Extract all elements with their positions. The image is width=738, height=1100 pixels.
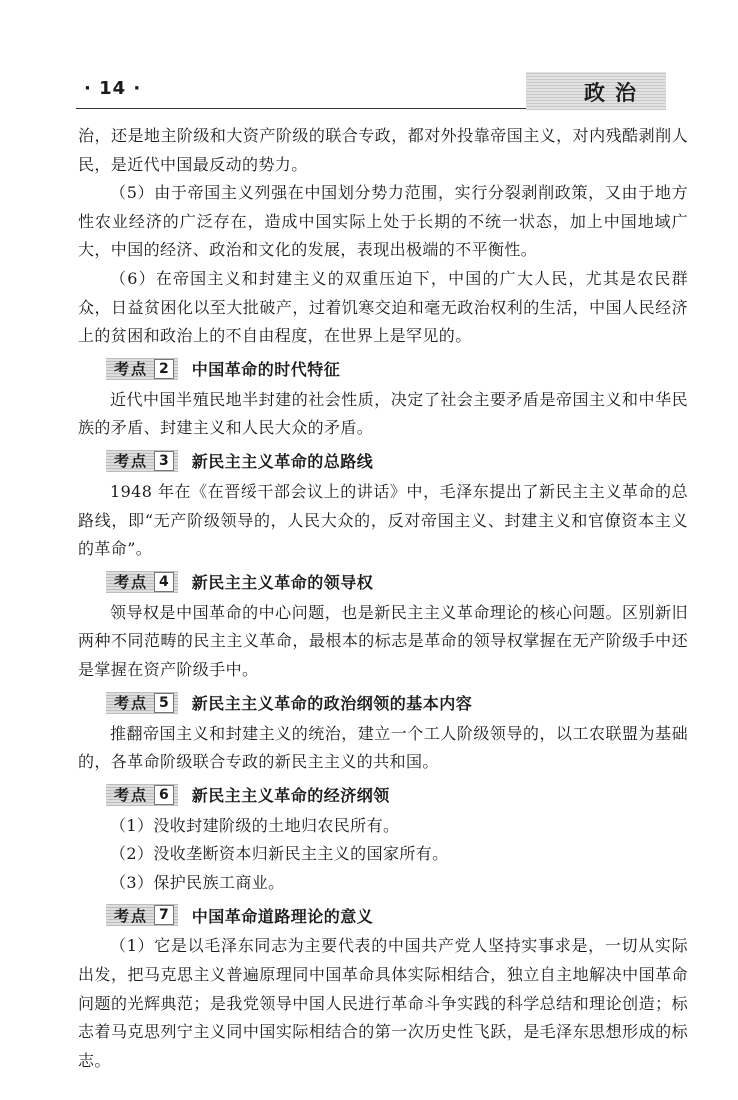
kaodian-number: 4 — [154, 572, 174, 592]
paragraph: 1948 年在《在晋绥干部会议上的讲话》中，毛泽东提出了新民主主义革命的总路线，即“无产阶级领导的，人民大众的，反对帝国主义、封建主义和官僚资本主义的革命”。 — [78, 481, 688, 559]
kaodian-badge — [106, 358, 178, 380]
section-title: 中国革命的时代特征 — [191, 360, 341, 380]
paragraph: （6）在帝国主义和封建主义的双重压迫下，中国的广大人民，尤其是农民群众，日益贫困化以至大批破产，过着饥寒交迫和毫无政治权利的生活，中国人民经济上的贫困和政治上的不自由程度，在世界上是罕见的。 — [78, 268, 688, 346]
kaodian-badge — [106, 692, 178, 714]
subject-title: 政治 — [584, 81, 646, 105]
kaodian-badge — [106, 784, 178, 806]
section-heading — [78, 354, 688, 384]
section-title: 新民主主义革命的政治纲领的基本内容 — [191, 694, 473, 713]
kaodian-label: 考点 — [114, 452, 149, 471]
kaodian-label: 考点 — [114, 906, 149, 925]
page-header — [76, 72, 666, 112]
kaodian-number: 5 — [154, 693, 174, 713]
section-title: 中国革命道路理论的意义 — [191, 906, 374, 926]
section-title: 新民主主义革命的领导权 — [191, 573, 374, 593]
kaodian-number: 3 — [154, 451, 174, 471]
section-title: 新民主主义革命的总路线 — [191, 452, 374, 472]
kaodian-badge — [106, 571, 178, 593]
section-heading — [78, 446, 688, 476]
kaodian-label: 考点 — [114, 694, 149, 712]
kaodian-label: 考点 — [114, 360, 149, 379]
kaodian-number: 2 — [154, 359, 174, 379]
list-item: （2）没收垄断资本归新民主主义的国家所有。 — [110, 844, 449, 864]
header-tab — [526, 72, 666, 110]
section-heading — [78, 780, 688, 810]
paragraph: 推翻帝国主义和封建主义的统治，建立一个工人阶级领导的，以工农联盟为基础的，各革命阶级联合专政的新民主主义的共和国。 — [78, 723, 688, 772]
list-item: （1）没收封建阶级的土地归农民所有。 — [110, 815, 400, 835]
kaodian-badge — [106, 904, 178, 926]
section-heading — [78, 688, 688, 718]
page-number: · 14 · — [84, 78, 142, 99]
list-item: （3）保护民族工商业。 — [110, 872, 285, 892]
section-heading — [78, 900, 688, 930]
kaodian-number: 6 — [154, 785, 174, 805]
paragraph: （5）由于帝国主义列强在中国划分势力范围，实行分裂剥削政策，又由于地方性农业经济的广泛存在，造成中国实际上处于长期的不统一状态，加上中国地域广大，中国的经济、政治和文化的发展，表现出极端的不平衡性。 — [78, 183, 688, 260]
continued-paragraph: 治，还是地主阶级和大资产阶级的联合专政，都对外投靠帝国主义，对内残酷剥削人民，是近代中国最反动的势力。 — [78, 126, 688, 174]
paragraph: 近代中国半殖民地半封建的社会性质，决定了社会主要矛盾是帝国主义和中华民族的矛盾、封建主义和人民大众的矛盾。 — [78, 389, 688, 438]
section-heading — [78, 567, 688, 597]
header-rule — [76, 108, 526, 109]
kaodian-badge — [106, 450, 178, 472]
kaodian-label: 考点 — [114, 573, 149, 592]
kaodian-label: 考点 — [114, 786, 149, 805]
paragraph: 领导权是中国革命的中心问题，也是新民主主义革命理论的核心问题。区别新旧两种不同范畴的民主主义革命，最根本的标志是革命的领导权掌握在无产阶级手中还是掌握在资产阶级手中。 — [78, 602, 688, 679]
kaodian-number: 7 — [154, 905, 174, 925]
section-title: 新民主主义革命的经济纲领 — [191, 786, 390, 806]
paragraph: （1）它是以毛泽东同志为主要代表的中国共产党人坚持实事求是，一切从实际出发，把马克思主义普遍原理同中国革命具体实际相结合，独立自主地解决中国革命问题的光辉典范；是我党领导中国人民进行革命斗争实践的科学总结和理论创造；标志着马克思列宁主义同中国实际相结合的第一次历史性飞跃，是毛泽东思想形成的标志。 — [78, 936, 688, 1070]
page-content — [78, 122, 688, 1075]
